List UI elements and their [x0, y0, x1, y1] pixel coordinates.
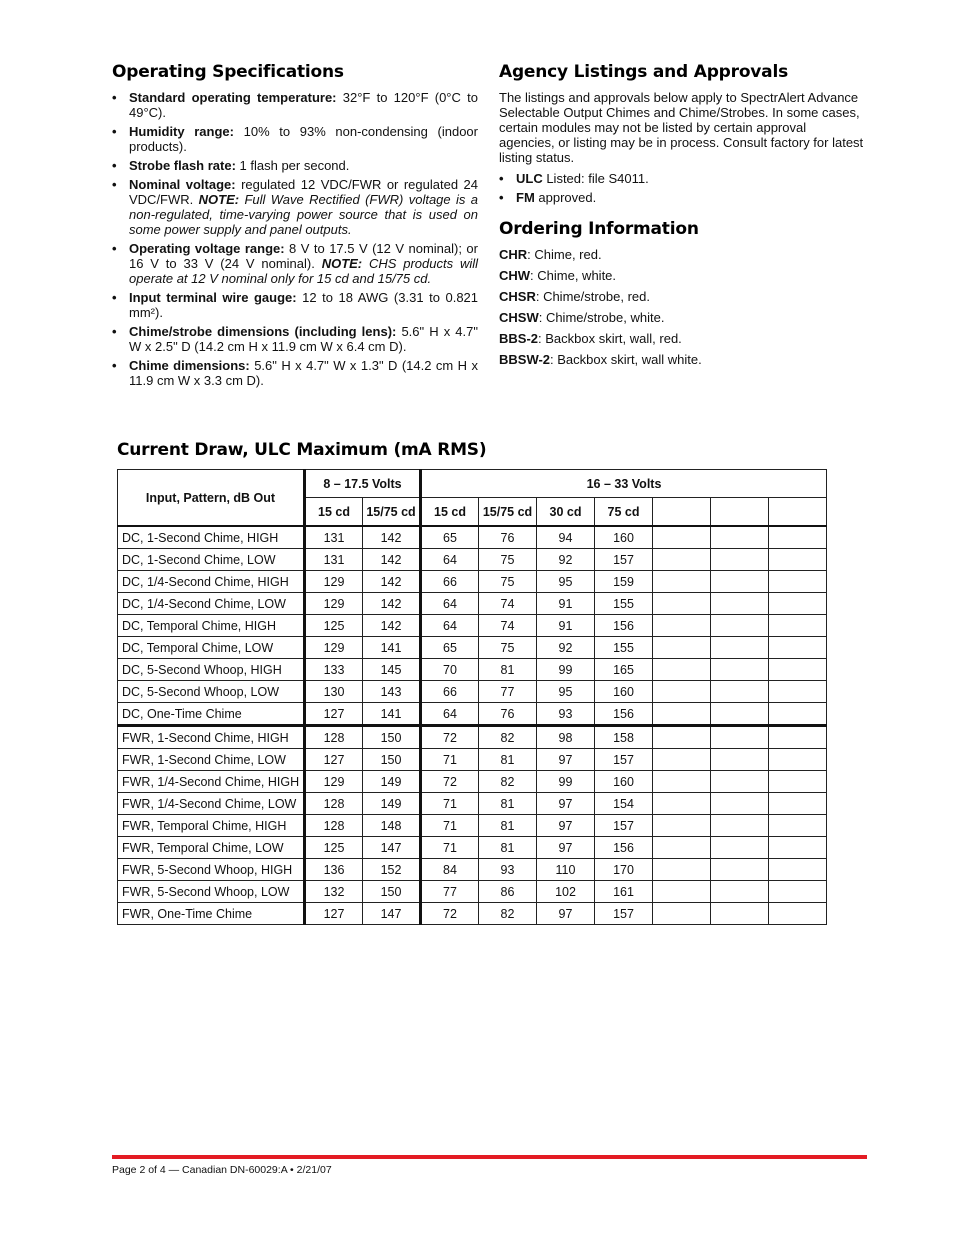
value-cell: 97 — [537, 903, 595, 925]
empty-cell — [653, 749, 711, 771]
empty-cell — [711, 793, 769, 815]
empty-cell — [653, 637, 711, 659]
value-cell: 160 — [595, 681, 653, 703]
value-cell: 66 — [421, 681, 479, 703]
ordering-item: CHR: Chime, red. — [499, 247, 602, 262]
empty-cell — [711, 549, 769, 571]
table-row — [118, 593, 827, 615]
value-cell: 131 — [305, 549, 363, 571]
value-cell: 142 — [363, 526, 421, 549]
value-cell: 97 — [537, 749, 595, 771]
value-cell: 157 — [595, 549, 653, 571]
value-cell: 128 — [305, 726, 363, 749]
table-title: Current Draw, ULC Maximum (mA RMS) — [117, 440, 487, 460]
value-cell: 81 — [479, 793, 537, 815]
value-cell: 66 — [421, 571, 479, 593]
value-cell: 93 — [479, 859, 537, 881]
value-cell: 81 — [479, 749, 537, 771]
value-cell: 82 — [479, 903, 537, 925]
value-cell: 149 — [363, 771, 421, 793]
row-label-cell: DC, 1-Second Chime, HIGH — [118, 526, 305, 549]
empty-cell — [653, 659, 711, 681]
empty-cell — [653, 726, 711, 749]
value-cell: 81 — [479, 659, 537, 681]
empty-column-header — [653, 498, 711, 527]
table-row — [118, 681, 827, 703]
row-label-cell: FWR, 1-Second Chime, LOW — [118, 749, 305, 771]
value-cell: 95 — [537, 571, 595, 593]
value-cell: 152 — [363, 859, 421, 881]
agency-item: • FM approved. — [499, 190, 597, 205]
empty-cell — [711, 726, 769, 749]
empty-cell — [769, 837, 827, 859]
empty-cell — [769, 615, 827, 637]
table-row — [118, 549, 827, 571]
empty-cell — [653, 593, 711, 615]
value-cell: 161 — [595, 881, 653, 903]
value-cell: 127 — [305, 903, 363, 925]
spec-item: • Standard operating temperature: 32°F to 120°F (0°C to 49°C). — [112, 90, 478, 120]
value-cell: 141 — [363, 703, 421, 726]
empty-cell — [653, 771, 711, 793]
group-header-16-33: 16 – 33 Volts — [421, 470, 827, 498]
value-cell: 72 — [421, 726, 479, 749]
value-cell: 127 — [305, 703, 363, 726]
empty-cell — [769, 549, 827, 571]
current-draw-table — [117, 469, 827, 925]
value-cell: 71 — [421, 815, 479, 837]
value-cell: 155 — [595, 593, 653, 615]
value-cell: 75 — [479, 549, 537, 571]
agency-item: • ULC Listed: file S4011. — [499, 171, 649, 186]
value-cell: 99 — [537, 659, 595, 681]
value-cell: 64 — [421, 615, 479, 637]
value-cell: 127 — [305, 749, 363, 771]
empty-cell — [653, 549, 711, 571]
empty-cell — [653, 859, 711, 881]
empty-cell — [769, 526, 827, 549]
value-cell: 102 — [537, 881, 595, 903]
value-cell: 74 — [479, 615, 537, 637]
spec-item: • Strobe flash rate: 1 flash per second. — [112, 158, 350, 173]
empty-cell — [711, 859, 769, 881]
value-cell: 145 — [363, 659, 421, 681]
empty-cell — [653, 615, 711, 637]
value-cell: 97 — [537, 793, 595, 815]
row-label-cell: FWR, Temporal Chime, HIGH — [118, 815, 305, 837]
empty-cell — [653, 571, 711, 593]
value-cell: 125 — [305, 615, 363, 637]
value-cell: 129 — [305, 593, 363, 615]
ordering-heading: Ordering Information — [499, 219, 699, 239]
value-cell: 154 — [595, 793, 653, 815]
empty-cell — [769, 859, 827, 881]
value-cell: 142 — [363, 549, 421, 571]
value-cell: 156 — [595, 837, 653, 859]
value-cell: 128 — [305, 793, 363, 815]
value-cell: 74 — [479, 593, 537, 615]
empty-cell — [769, 593, 827, 615]
group-header-8-17: 8 – 17.5 Volts — [305, 470, 421, 498]
spec-item: • Operating voltage range: 8 V to 17.5 V (12 V nominal); or 16 V to 33 V (24 V nominal). NOTE: CHS products will operate at 12 V nominal only for 15 cd and 15/75 cd. — [112, 241, 478, 286]
value-cell: 129 — [305, 571, 363, 593]
value-cell: 150 — [363, 881, 421, 903]
spec-item: • Nominal voltage: regulated 12 VDC/FWR or regulated 24 VDC/FWR. NOTE: Full Wave Rectified (FWR) voltage is a non-regulated, time-varying power source that is used on some power supply and panel outputs. — [112, 177, 478, 237]
table-row — [118, 881, 827, 903]
table-row — [118, 615, 827, 637]
empty-cell — [769, 637, 827, 659]
column-header: 30 cd — [537, 498, 595, 527]
value-cell: 157 — [595, 815, 653, 837]
table-row — [118, 859, 827, 881]
row-label-cell: DC, One-Time Chime — [118, 703, 305, 726]
empty-cell — [711, 681, 769, 703]
value-cell: 165 — [595, 659, 653, 681]
table-row — [118, 726, 827, 749]
value-cell: 156 — [595, 703, 653, 726]
empty-cell — [711, 571, 769, 593]
value-cell: 160 — [595, 526, 653, 549]
empty-cell — [711, 615, 769, 637]
empty-cell — [711, 637, 769, 659]
agency-list — [499, 171, 865, 205]
value-cell: 72 — [421, 771, 479, 793]
empty-cell — [769, 681, 827, 703]
value-cell: 129 — [305, 771, 363, 793]
spec-item: • Chime/strobe dimensions (including lens): 5.6" H x 4.7" W x 2.5" D (14.2 cm H x 11.9 cm W x 6.4 cm D). — [112, 324, 478, 354]
value-cell: 76 — [479, 703, 537, 726]
table-row — [118, 526, 827, 549]
value-cell: 71 — [421, 837, 479, 859]
value-cell: 94 — [537, 526, 595, 549]
value-cell: 93 — [537, 703, 595, 726]
value-cell: 64 — [421, 703, 479, 726]
empty-cell — [711, 703, 769, 726]
value-cell: 150 — [363, 726, 421, 749]
row-label-cell: FWR, 5-Second Whoop, HIGH — [118, 859, 305, 881]
empty-cell — [769, 749, 827, 771]
spec-item: • Chime dimensions: 5.6" H x 4.7" W x 1.3" D (14.2 cm H x 11.9 cm W x 3.3 cm D). — [112, 358, 478, 388]
empty-cell — [653, 526, 711, 549]
ordering-item: CHSW: Chime/strobe, white. — [499, 310, 665, 325]
empty-cell — [653, 703, 711, 726]
value-cell: 64 — [421, 549, 479, 571]
empty-cell — [769, 659, 827, 681]
value-cell: 92 — [537, 637, 595, 659]
ordering-list — [499, 247, 865, 367]
empty-column-header — [769, 498, 827, 527]
value-cell: 97 — [537, 837, 595, 859]
row-label-cell: DC, Temporal Chime, LOW — [118, 637, 305, 659]
value-cell: 82 — [479, 726, 537, 749]
value-cell: 71 — [421, 749, 479, 771]
value-cell: 77 — [421, 881, 479, 903]
value-cell: 131 — [305, 526, 363, 549]
row-label-cell: DC, 1-Second Chime, LOW — [118, 549, 305, 571]
column-header: 15 cd — [421, 498, 479, 527]
value-cell: 142 — [363, 615, 421, 637]
value-cell: 148 — [363, 815, 421, 837]
value-cell: 170 — [595, 859, 653, 881]
empty-cell — [711, 837, 769, 859]
empty-cell — [653, 881, 711, 903]
row-label-cell: FWR, 1/4-Second Chime, LOW — [118, 793, 305, 815]
empty-cell — [769, 571, 827, 593]
value-cell: 76 — [479, 526, 537, 549]
value-cell: 149 — [363, 793, 421, 815]
operating-specifications-section — [112, 62, 478, 392]
value-cell: 147 — [363, 903, 421, 925]
empty-cell — [769, 903, 827, 925]
empty-cell — [769, 726, 827, 749]
table-row — [118, 637, 827, 659]
value-cell: 143 — [363, 681, 421, 703]
row-label-cell: DC, 5-Second Whoop, LOW — [118, 681, 305, 703]
table-row — [118, 571, 827, 593]
empty-cell — [653, 903, 711, 925]
value-cell: 95 — [537, 681, 595, 703]
value-cell: 92 — [537, 549, 595, 571]
row-label-cell: FWR, Temporal Chime, LOW — [118, 837, 305, 859]
table-body — [118, 526, 827, 925]
ordering-item: CHSR: Chime/strobe, red. — [499, 289, 650, 304]
value-cell: 75 — [479, 637, 537, 659]
value-cell: 133 — [305, 659, 363, 681]
value-cell: 81 — [479, 815, 537, 837]
empty-cell — [769, 703, 827, 726]
value-cell: 157 — [595, 903, 653, 925]
operating-specs-list — [112, 90, 478, 388]
footer-page-info: Page 2 of 4 — Canadian DN-60029:A • 2/21/07 — [112, 1164, 332, 1176]
value-cell: 65 — [421, 637, 479, 659]
row-label-cell: DC, 5-Second Whoop, HIGH — [118, 659, 305, 681]
empty-cell — [711, 903, 769, 925]
row-label-cell: DC, 1/4-Second Chime, LOW — [118, 593, 305, 615]
value-cell: 86 — [479, 881, 537, 903]
empty-cell — [711, 749, 769, 771]
value-cell: 125 — [305, 837, 363, 859]
value-cell: 65 — [421, 526, 479, 549]
agency-heading: Agency Listings and Approvals — [499, 62, 788, 82]
empty-cell — [653, 681, 711, 703]
value-cell: 70 — [421, 659, 479, 681]
value-cell: 129 — [305, 637, 363, 659]
empty-cell — [769, 771, 827, 793]
value-cell: 97 — [537, 815, 595, 837]
value-cell: 157 — [595, 749, 653, 771]
ordering-item: CHW: Chime, white. — [499, 268, 617, 283]
value-cell: 147 — [363, 837, 421, 859]
value-cell: 77 — [479, 681, 537, 703]
ordering-item: BBSW-2: Backbox skirt, wall white. — [499, 352, 702, 367]
empty-column-header — [711, 498, 769, 527]
empty-cell — [711, 881, 769, 903]
value-cell: 141 — [363, 637, 421, 659]
value-cell: 75 — [479, 571, 537, 593]
empty-cell — [711, 815, 769, 837]
footer-red-rule — [112, 1155, 867, 1159]
column-header: 75 cd — [595, 498, 653, 527]
value-cell: 160 — [595, 771, 653, 793]
empty-cell — [711, 526, 769, 549]
empty-cell — [769, 881, 827, 903]
row-label-cell: FWR, One-Time Chime — [118, 903, 305, 925]
value-cell: 91 — [537, 593, 595, 615]
empty-cell — [711, 771, 769, 793]
table-row — [118, 903, 827, 925]
column-header: 15/75 cd — [363, 498, 421, 527]
value-cell: 142 — [363, 593, 421, 615]
empty-cell — [711, 593, 769, 615]
row-label-cell: FWR, 1/4-Second Chime, HIGH — [118, 771, 305, 793]
table-row — [118, 793, 827, 815]
value-cell: 72 — [421, 903, 479, 925]
value-cell: 142 — [363, 571, 421, 593]
agency-ordering-section — [499, 62, 865, 373]
value-cell: 150 — [363, 749, 421, 771]
ordering-item: BBS-2: Backbox skirt, wall, red. — [499, 331, 682, 346]
value-cell: 136 — [305, 859, 363, 881]
row-label-cell: FWR, 5-Second Whoop, LOW — [118, 881, 305, 903]
operating-specifications-heading: Operating Specifications — [112, 62, 344, 82]
empty-cell — [769, 815, 827, 837]
value-cell: 110 — [537, 859, 595, 881]
table-row — [118, 815, 827, 837]
value-cell: 130 — [305, 681, 363, 703]
value-cell: 81 — [479, 837, 537, 859]
value-cell: 99 — [537, 771, 595, 793]
row-label-cell: DC, Temporal Chime, HIGH — [118, 615, 305, 637]
table-row — [118, 703, 827, 726]
empty-cell — [653, 793, 711, 815]
value-cell: 156 — [595, 615, 653, 637]
value-cell: 98 — [537, 726, 595, 749]
empty-cell — [653, 837, 711, 859]
value-cell: 91 — [537, 615, 595, 637]
spec-item: • Humidity range: 10% to 93% non-condensing (indoor products). — [112, 124, 478, 154]
agency-intro: The listings and approvals below apply to SpectrAlert Advance Selectable Output Chimes and Chime/Strobes. In some cases, certain modules may not be listed by certain approval agencies, or listing may be in process. Consult factory for latest listing status. — [499, 90, 864, 165]
row-label-cell: FWR, 1-Second Chime, HIGH — [118, 726, 305, 749]
empty-cell — [653, 815, 711, 837]
row-header-cell: Input, Pattern, dB Out — [118, 470, 305, 527]
column-header: 15/75 cd — [479, 498, 537, 527]
value-cell: 132 — [305, 881, 363, 903]
value-cell: 71 — [421, 793, 479, 815]
value-cell: 82 — [479, 771, 537, 793]
value-cell: 158 — [595, 726, 653, 749]
value-cell: 128 — [305, 815, 363, 837]
table-row — [118, 837, 827, 859]
row-label-cell: DC, 1/4-Second Chime, HIGH — [118, 571, 305, 593]
column-header: 15 cd — [305, 498, 363, 527]
value-cell: 64 — [421, 593, 479, 615]
value-cell: 159 — [595, 571, 653, 593]
spec-item: • Input terminal wire gauge: 12 to 18 AWG (3.31 to 0.821 mm²). — [112, 290, 479, 320]
empty-cell — [711, 659, 769, 681]
table-row — [118, 749, 827, 771]
table-row — [118, 771, 827, 793]
table-row — [118, 659, 827, 681]
value-cell: 84 — [421, 859, 479, 881]
empty-cell — [769, 793, 827, 815]
value-cell: 155 — [595, 637, 653, 659]
